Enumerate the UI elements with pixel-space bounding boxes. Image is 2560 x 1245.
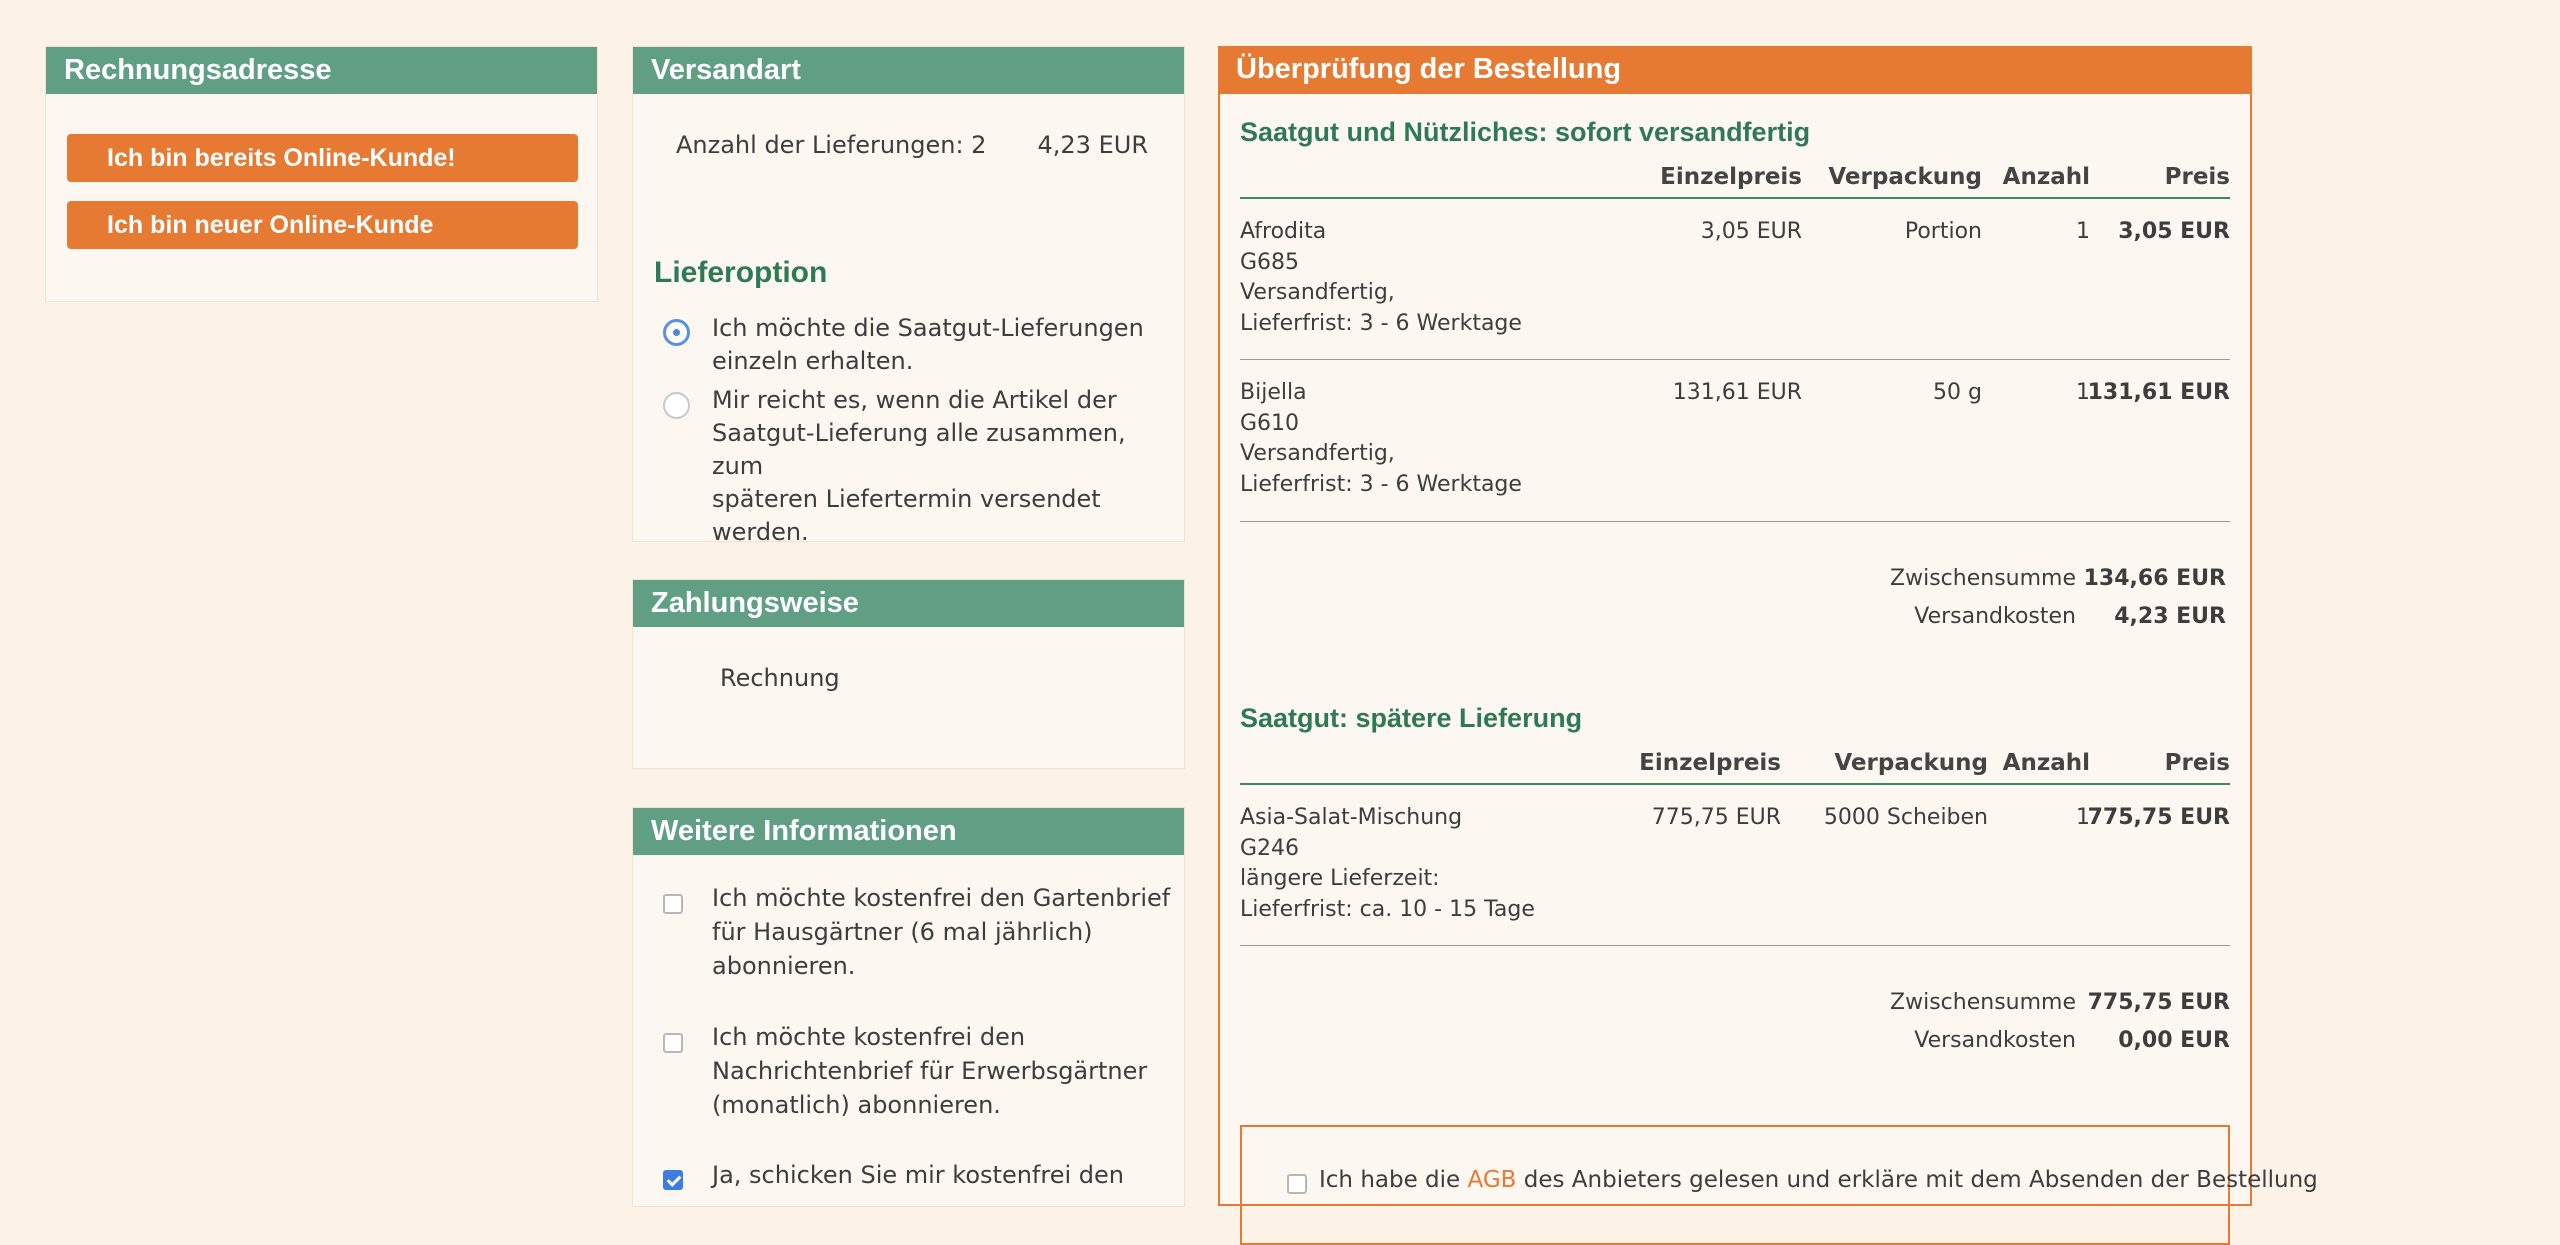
row-divider bbox=[1240, 521, 2230, 522]
shipping-cost-value: 0,00 EUR bbox=[2118, 1028, 2230, 1053]
further-info-title: Weitere Informationen bbox=[633, 808, 1184, 855]
item-packaging: 50 g bbox=[1933, 380, 1982, 405]
section-title-immediate: Saatgut und Nützliches: sofort versandfertig bbox=[1240, 117, 1811, 147]
subtotal-value: 134,66 EUR bbox=[2083, 566, 2226, 591]
item-packaging: Portion bbox=[1904, 219, 1982, 244]
payment-method-title: Zahlungsweise bbox=[633, 580, 1184, 627]
col-header-packaging: Verpackung bbox=[1828, 164, 1982, 190]
order-review-title: Überprüfung der Bestellung bbox=[1218, 46, 2252, 94]
shipping-method-title: Versandart bbox=[633, 47, 1184, 94]
terms-checkbox[interactable] bbox=[1287, 1174, 1307, 1194]
col-header-quantity: Anzahl bbox=[2002, 164, 2090, 190]
item-quantity: 1 bbox=[2076, 380, 2090, 405]
item-unit-price: 131,61 EUR bbox=[1672, 380, 1802, 405]
item-quantity: 1 bbox=[2076, 805, 2090, 830]
catalog-request-checkbox[interactable] bbox=[663, 1170, 683, 1190]
shipping-cost-label: Versandkosten bbox=[1914, 1028, 2076, 1053]
subtotal-value: 775,75 EUR bbox=[2087, 990, 2230, 1015]
row-divider bbox=[1240, 359, 2230, 360]
deliveries-shipping-price: 4,23 EUR bbox=[1037, 131, 1148, 159]
header-rule bbox=[1240, 197, 2230, 199]
col-header-packaging: Verpackung bbox=[1834, 750, 1988, 776]
delivery-option-radio-separate[interactable] bbox=[663, 319, 690, 346]
subtotal-label: Zwischensumme bbox=[1890, 990, 2076, 1015]
item-price: 3,05 EUR bbox=[2118, 219, 2230, 244]
newsletter-garden-checkbox[interactable] bbox=[663, 894, 683, 914]
row-divider bbox=[1240, 945, 2230, 946]
newsletter-garden-label: Ich möchte kostenfrei den Gartenbrief für Hausgärtner (6 mal jährlich) abonnieren. bbox=[712, 884, 1171, 980]
shipping-cost-value: 4,23 EUR bbox=[2114, 604, 2226, 629]
item-packaging: 5000 Scheiben bbox=[1823, 805, 1988, 830]
col-header-unit-price: Einzelpreis bbox=[1639, 750, 1781, 776]
header-rule bbox=[1240, 783, 2230, 785]
terms-text: Ich habe die AGB des Anbieters gelesen und erkläre mit dem Absenden der Bestellung bbox=[1319, 1167, 2318, 1193]
deliveries-count-label: Anzahl der Lieferungen: 2 bbox=[676, 131, 987, 159]
item-price: 131,61 EUR bbox=[2087, 380, 2230, 405]
further-info-panel bbox=[632, 807, 1185, 1207]
item-unit-price: 3,05 EUR bbox=[1700, 219, 1802, 244]
item-unit-price: 775,75 EUR bbox=[1651, 805, 1781, 830]
newsletter-commercial-checkbox[interactable] bbox=[663, 1033, 683, 1053]
col-header-price: Preis bbox=[2164, 750, 2230, 776]
subtotal-label: Zwischensumme bbox=[1890, 566, 2076, 591]
item-price: 775,75 EUR bbox=[2087, 805, 2230, 830]
delivery-option-label-together: Mir reicht es, wenn die Artikel der Saatgut-Lieferung alle zusammen, zum späteren Liefertermin versendet werden. bbox=[712, 386, 1126, 546]
newsletter-commercial-label: Ich möchte kostenfrei den Nachrichtenbrief für Erwerbsgärtner (monatlich) abonnieren. bbox=[712, 1023, 1148, 1119]
delivery-option-radio-together[interactable] bbox=[663, 392, 690, 419]
delivery-option-label-separate: Ich möchte die Saatgut-Lieferungen einzeln erhalten. bbox=[712, 314, 1144, 375]
order-review-panel bbox=[1218, 46, 2318, 1206]
item-bijella: Bijella G610 Versandfertig, Lieferfrist: 3 - 6 Werktage bbox=[1240, 380, 1522, 497]
new-customer-button[interactable]: Ich bin neuer Online-Kunde bbox=[67, 201, 578, 249]
delivery-option-heading: Lieferoption bbox=[654, 256, 828, 289]
shipping-cost-label: Versandkosten bbox=[1914, 604, 2076, 629]
item-quantity: 1 bbox=[2076, 219, 2090, 244]
billing-address-panel bbox=[45, 46, 598, 302]
shipping-method-panel bbox=[632, 46, 1185, 546]
col-header-quantity: Anzahl bbox=[2002, 750, 2090, 776]
col-header-unit-price: Einzelpreis bbox=[1660, 164, 1802, 190]
item-afrodita: Afrodita G685 Versandfertig, Lieferfrist: 3 - 6 Werktage bbox=[1240, 219, 1522, 336]
terms-box bbox=[1240, 1125, 2318, 1245]
col-header-price: Preis bbox=[2164, 164, 2230, 190]
terms-link[interactable]: AGB bbox=[1467, 1167, 1517, 1193]
payment-method-value: Rechnung bbox=[720, 664, 840, 692]
item-asia-salat: Asia-Salat-Mischung G246 längere Lieferzeit: Lieferfrist: ca. 10 - 15 Tage bbox=[1240, 805, 1535, 922]
section-title-later: Saatgut: spätere Lieferung bbox=[1240, 703, 1583, 733]
existing-customer-button[interactable]: Ich bin bereits Online-Kunde! bbox=[67, 134, 578, 182]
payment-method-panel bbox=[632, 579, 1185, 769]
billing-address-title: Rechnungsadresse bbox=[46, 47, 597, 94]
catalog-request-label: Ja, schicken Sie mir kostenfrei den bbox=[712, 1161, 1124, 1189]
